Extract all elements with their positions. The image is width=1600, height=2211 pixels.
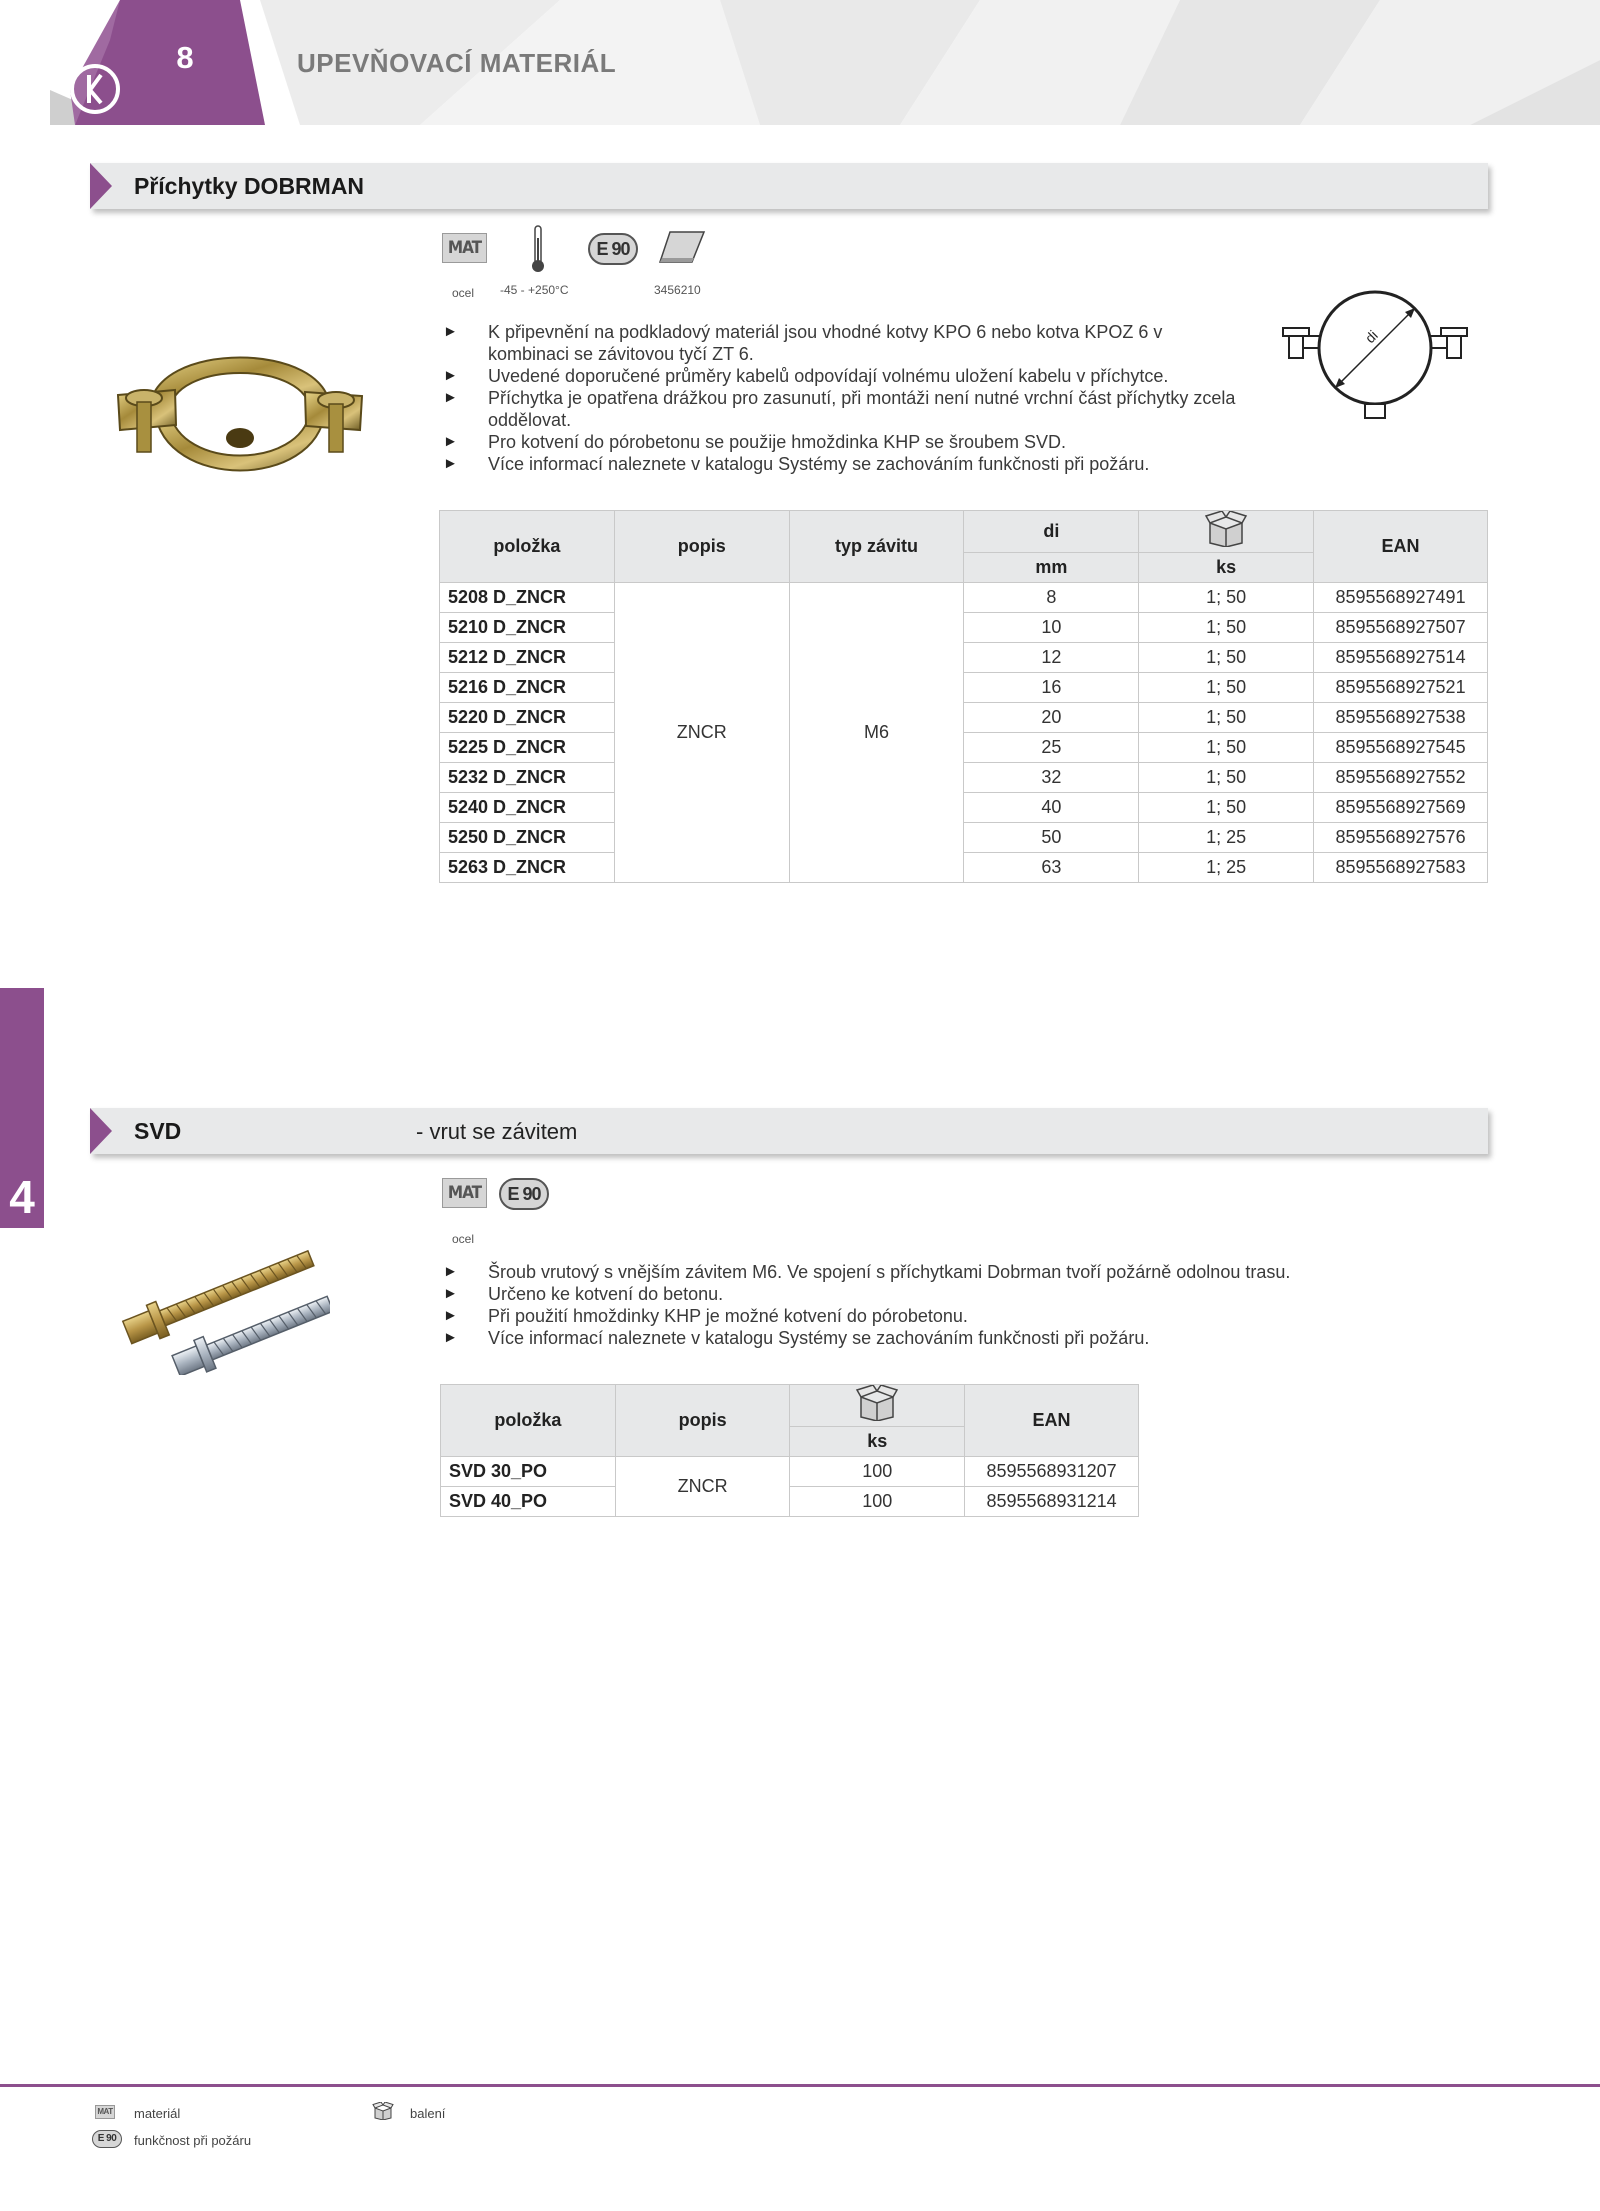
bullet-item: ► Určeno ke kotvení do betonu. (443, 1283, 1493, 1305)
fire-resistance-icon: E 90 (499, 1178, 549, 1210)
bullet-item: ► Příchytka je opatřena drážkou pro zasunutí, při montáži není nutné vrchní část příchytky zcela oddělovat. (443, 387, 1243, 431)
cell-ean: 8595568927552 (1314, 763, 1488, 793)
table-row (440, 583, 1488, 613)
legend-box-icon (372, 2102, 394, 2120)
table-row (440, 733, 1488, 763)
cell-mm: 10 (964, 613, 1139, 643)
table-row (440, 793, 1488, 823)
header-unit-ks: ks (790, 1427, 965, 1457)
cell-item: 5208 D_ZNCR (440, 583, 615, 613)
cell-mm: 32 (964, 763, 1139, 793)
table-row (441, 1487, 1139, 1517)
table-row (440, 823, 1488, 853)
table-row (440, 673, 1488, 703)
legend-material-icon: MAT (95, 2105, 115, 2119)
cell-ean: 8595568927491 (1314, 583, 1488, 613)
cell-ean: 8595568927569 (1314, 793, 1488, 823)
header-background (0, 0, 1600, 125)
temperature-caption: -45 - +250°C (500, 283, 569, 297)
dobrman-clamp-image (110, 300, 370, 500)
cell-mm: 20 (964, 703, 1139, 733)
cell-ks: 1; 50 (1139, 703, 1314, 733)
cell-mm: 40 (964, 793, 1139, 823)
code-caption: 3456210 (654, 283, 701, 297)
header-packaging (1139, 511, 1314, 553)
table-row (440, 643, 1488, 673)
cell-mm: 63 (964, 853, 1139, 883)
bullet-item: ► Při použití hmoždinky KHP je možné kotvení do pórobetonu. (443, 1305, 1493, 1327)
bullet-item: ► Pro kotvení do pórobetonu se použije hmoždinka KHP se šroubem SVD. (443, 431, 1243, 453)
cell-description: ZNCR (614, 583, 789, 883)
header-di: di (964, 511, 1139, 553)
cell-item: 5210 D_ZNCR (440, 613, 615, 643)
svd-screws-image (110, 1225, 330, 1375)
svd-table (440, 1384, 1139, 1517)
cell-mm: 50 (964, 823, 1139, 853)
norm-sheet-icon (658, 230, 706, 266)
section-title-svd: SVD (134, 1118, 182, 1144)
cell-ks: 1; 50 (1139, 613, 1314, 643)
chapter-title: UPEVŇOVACÍ MATERIÁL (297, 48, 617, 78)
section-bar-svd (90, 1108, 1488, 1154)
header-thread-type: typ závitu (789, 511, 964, 583)
material-icon: MAT (442, 1178, 487, 1208)
cell-ks: 100 (790, 1457, 965, 1487)
chapter-side-number: 4 (9, 1171, 35, 1223)
header-ean: EAN (1314, 511, 1488, 583)
table-row (440, 613, 1488, 643)
cell-ks: 1; 50 (1139, 793, 1314, 823)
bullet-item: ► Více informací naleznete v katalogu Systémy se zachováním funkčnosti při požáru. (443, 1327, 1493, 1349)
material-caption: ocel (452, 286, 475, 300)
cell-thread-type: M6 (789, 583, 964, 883)
company-logo-icon (68, 62, 122, 116)
cell-ks: 1; 25 (1139, 853, 1314, 883)
header-description: popis (615, 1385, 790, 1457)
table-row (441, 1457, 1139, 1487)
cell-ean: 8595568927545 (1314, 733, 1488, 763)
bullet-item: ► Šroub vrutový s vnějším závitem M6. Ve spojení s příchytkami Dobrman tvoří požárně odolnou trasu. (443, 1261, 1493, 1283)
page-number: 8 (176, 40, 194, 75)
clamp-diagram (1275, 282, 1475, 427)
table-row (440, 703, 1488, 733)
bullet-item: ► Více informací naleznete v katalogu Systémy se zachováním funkčnosti při požáru. (443, 453, 1243, 475)
cell-ean: 8595568927576 (1314, 823, 1488, 853)
cell-item: 5240 D_ZNCR (440, 793, 615, 823)
section-subtitle-svd: - vrut se závitem (416, 1119, 578, 1144)
thermometer-icon (530, 224, 546, 274)
cell-ean: 8595568927538 (1314, 703, 1488, 733)
legend-packaging-label: balení (410, 2106, 446, 2121)
cell-ks: 1; 25 (1139, 823, 1314, 853)
box-icon (1204, 511, 1248, 547)
legend-fire-label: funkčnost při požáru (134, 2133, 252, 2148)
cell-item: 5232 D_ZNCR (440, 763, 615, 793)
cell-mm: 8 (964, 583, 1139, 613)
cell-ks: 1; 50 (1139, 643, 1314, 673)
material-icon: MAT (442, 233, 487, 263)
table-row (440, 763, 1488, 793)
fire-resistance-icon: E 90 (588, 233, 638, 265)
header-item: položka (440, 511, 615, 583)
cell-mm: 25 (964, 733, 1139, 763)
cell-item: 5212 D_ZNCR (440, 643, 615, 673)
header-ean: EAN (965, 1385, 1139, 1457)
svd-bullet-list (443, 1261, 1493, 1349)
cell-item: 5250 D_ZNCR (440, 823, 615, 853)
cell-item: 5216 D_ZNCR (440, 673, 615, 703)
cell-item: 5220 D_ZNCR (440, 703, 615, 733)
header-item: položka (441, 1385, 616, 1457)
cell-item: SVD 30_PO (441, 1457, 616, 1487)
cell-ks: 1; 50 (1139, 733, 1314, 763)
cell-item: SVD 40_PO (441, 1487, 616, 1517)
cell-mm: 12 (964, 643, 1139, 673)
header-unit-ks: ks (1139, 553, 1314, 583)
header-packaging (790, 1385, 965, 1427)
cell-item: 5225 D_ZNCR (440, 733, 615, 763)
bullet-item: ► Uvedené doporučené průměry kabelů odpovídají volnému uložení kabelu v příchytce. (443, 365, 1243, 387)
cell-ean: 8595568927507 (1314, 613, 1488, 643)
cell-ks: 100 (790, 1487, 965, 1517)
diagram-di-label: di (1361, 327, 1381, 347)
cell-ean: 8595568927514 (1314, 643, 1488, 673)
cell-description: ZNCR (615, 1457, 790, 1517)
header-description: popis (614, 511, 789, 583)
cell-ean: 8595568927583 (1314, 853, 1488, 883)
cell-ean: 8595568931214 (965, 1487, 1139, 1517)
table-row (440, 853, 1488, 883)
footer-divider (0, 2084, 1600, 2087)
cell-mm: 16 (964, 673, 1139, 703)
header-unit-mm: mm (964, 553, 1139, 583)
cell-ean: 8595568927521 (1314, 673, 1488, 703)
legend-material-label: materiál (134, 2106, 181, 2121)
box-icon (855, 1385, 899, 1421)
section-marker-icon (90, 1108, 112, 1154)
section-marker-icon (90, 163, 112, 209)
cell-item: 5263 D_ZNCR (440, 853, 615, 883)
dobrman-table (439, 510, 1488, 883)
legend-fire-icon: E 90 (92, 2130, 122, 2148)
cell-ean: 8595568931207 (965, 1457, 1139, 1487)
cell-ks: 1; 50 (1139, 763, 1314, 793)
section-title-dobrman: Příchytky DOBRMAN (134, 173, 365, 199)
bullet-item: ► K připevnění na podkladový materiál jsou vhodné kotvy KPO 6 nebo kotva KPOZ 6 v kombinaci se závitovou tyčí ZT 6. (443, 321, 1243, 365)
dobrman-bullet-list (443, 321, 1243, 475)
cell-ks: 1; 50 (1139, 673, 1314, 703)
cell-ks: 1; 50 (1139, 583, 1314, 613)
material-caption: ocel (452, 1232, 475, 1246)
